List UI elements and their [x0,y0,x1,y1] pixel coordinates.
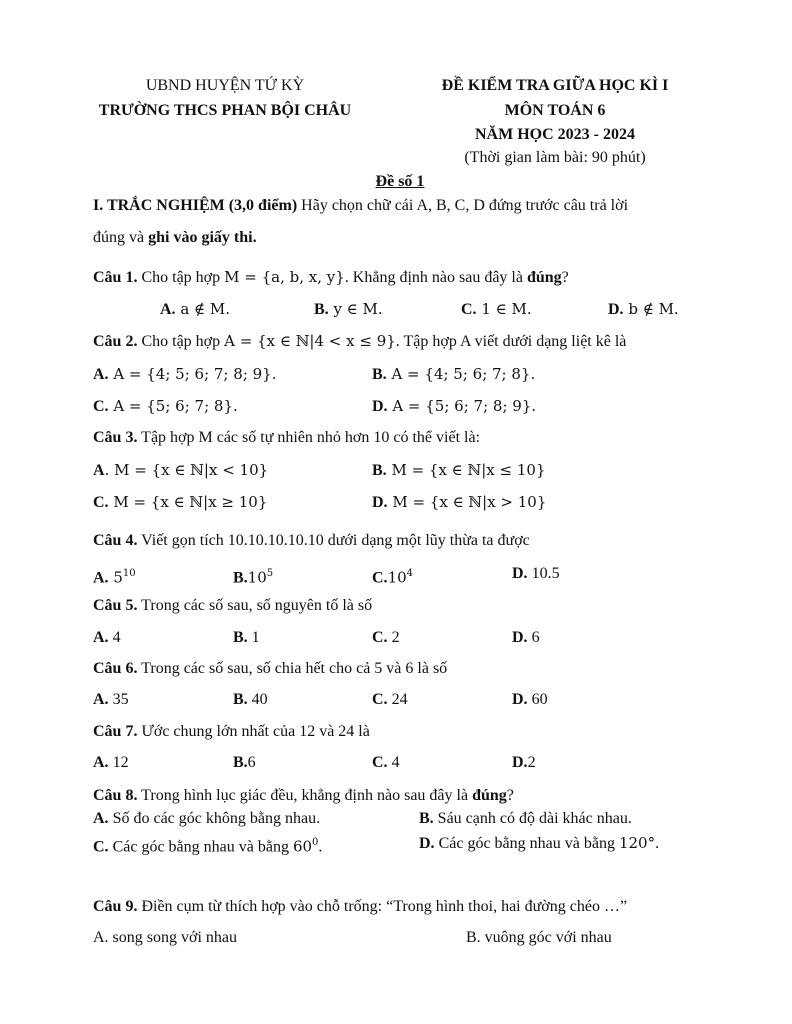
exam-title: ĐỀ KIỂM TRA GIỮA HỌC KÌ I [441,77,669,94]
option-letter: B. [372,462,387,479]
option-letter: A. [93,810,109,827]
option-text: 4 [387,754,400,771]
q5-option-b [233,628,260,648]
option-text: Sáu cạnh có độ dài khác nhau. [433,810,632,827]
question-text: . Khẳng định nào sau đây là [344,269,527,286]
option-letter: D. [512,691,528,708]
q6-option-c [372,690,408,710]
question-text: ? [506,787,514,804]
q8-option-c [93,833,322,857]
option-text: 6 [247,754,256,771]
q3-option-b [372,460,546,481]
question-text: Trong các số sau, số nguyên tố là số [137,597,373,614]
question-label: Câu 1. [93,269,138,286]
emphasis: đúng [472,787,507,804]
exponent: 0 [312,837,319,848]
option-text: 1 [247,629,260,646]
q4-option-c [372,564,413,588]
q1-option-d [608,299,679,320]
option-letter: A. [93,629,109,646]
q8-option-a [93,809,320,829]
option-letter: A. [93,754,109,771]
q1-option-b [314,299,383,320]
option-letter: D. [419,835,435,852]
q9-option-b: B. vuông góc với nhau [466,929,612,946]
option-letter: A. [93,569,109,587]
option-text: 35 [108,691,129,708]
section-title: I. TRẮC NGHIỆM (3,0 điểm) [93,197,298,214]
question-1 [93,267,569,288]
option-text: M = {x ∈ ℕ|x ≥ 10} [108,493,268,511]
option-text: Số đo các góc không bằng nhau. [108,810,321,827]
option-letter: A. [93,366,109,383]
option-text: Các góc bằng nhau và bằng [434,835,619,852]
question-text: Viết gọn tích 10.10.10.10.10 dưới dạng một lũy thừa ta được [137,532,530,549]
question-9 [93,897,627,917]
q4-option-a [93,564,136,588]
exam-duration: (Thời gian làm bài: 90 phút) [464,149,646,166]
option-letter: B. [233,754,248,771]
instruction-emphasis: ghi vào giấy thi. [148,229,257,246]
option-letter: B. [314,301,329,318]
math-expression: A = {x ∈ ℕ|4 < x ≤ 9} [224,332,396,350]
option-letter: C. [93,494,109,511]
option-text: 60 [527,691,548,708]
option-letter: B. [233,629,248,646]
option-letter: B. [233,691,248,708]
option-letter: D. [512,754,528,771]
q8-option-d [419,833,659,854]
option-text: b ∉ M. [623,300,679,318]
option-text: 10 [387,568,407,587]
option-letter: D. [372,494,388,511]
q4-option-d [512,564,560,584]
exam-variant: Đề số 1 [375,173,425,190]
q9-option-a: A. song song với nhau [93,929,238,946]
question-text: Tập hợp M các số tự nhiên nhỏ hơn 10 có thể viết là: [137,429,481,446]
question-text: Cho tập hợp [137,269,225,286]
option-letter: C. [372,629,388,646]
question-label: Câu 2. [93,333,138,350]
q1-option-c [461,299,532,320]
option-letter: C. [461,301,477,318]
instruction-text: đúng và [93,229,149,246]
question-4 [93,531,530,551]
option-text: M = {x ∈ ℕ|x ≤ 10} [386,461,546,479]
option-text: 12 [108,754,129,771]
q2-option-a [93,364,277,385]
option-text: y ∈ M. [328,300,383,318]
option-text: 10.5 [527,565,560,582]
emphasis: đúng [526,269,562,286]
option-text: 2 [387,629,400,646]
option-letter: C. [372,754,388,771]
option-letter: A [93,462,105,479]
question-text: Cho tập hợp [137,333,225,350]
exponent: 4 [406,568,414,579]
q3-option-c [93,492,267,513]
option-text: A = {4; 5; 6; 7; 8}. [386,365,536,383]
q1-option-a [160,299,230,320]
option-letter: C. [372,569,388,587]
option-letter: C. [93,398,109,415]
option-letter: B. [372,366,387,383]
q5-option-a [93,628,121,648]
option-letter: D. [608,301,624,318]
question-2 [93,331,626,352]
exponent: 10 [122,568,136,579]
school-year: NĂM HỌC 2023 - 2024 [475,126,635,143]
question-label: Câu 9. [93,898,138,915]
question-text: Trong hình lục giác đều, khẳng định nào sau đây là [137,787,473,804]
section-heading [93,196,628,216]
question-5 [93,596,372,616]
question-label: Câu 8. [93,787,138,804]
math-expression: M = {a, b, x, y} [224,268,345,286]
option-text: 24 [387,691,408,708]
q4-option-b [233,564,273,588]
question-8 [93,786,514,806]
option-letter: D. [512,629,528,646]
question-label: Câu 3. [93,429,138,446]
q7-option-a [93,753,129,773]
question-label: Câu 5. [93,597,138,614]
question-text: . Tập hợp A viết dưới dạng liệt kê là [395,333,627,350]
option-letter: B. [233,569,248,587]
district-name: UBND HUYỆN TỨ KỲ [145,77,305,94]
q2-option-c [93,396,238,417]
q2-option-b [372,364,535,385]
option-text: A = {5; 6; 7; 8; 9}. [387,397,537,415]
exponent: 5 [266,568,274,579]
question-text: Ước chung lớn nhất của 12 và 24 là [137,723,370,740]
option-text: 6 [527,629,540,646]
option-text: 4 [108,629,121,646]
math-expression: 120° [618,834,656,852]
question-text: Trong các số sau, số chia hết cho cả 5 và 6 là số [137,660,448,677]
option-text: 2 [527,754,536,771]
math-expression: 60 [292,837,313,856]
option-letter: D. [512,565,528,582]
q5-option-c [372,628,400,648]
option-letter: A. [93,691,109,708]
q6-option-b [233,690,268,710]
question-label: Câu 6. [93,660,138,677]
option-letter: D. [372,398,388,415]
question-3 [93,428,480,448]
question-text: ? [561,269,569,286]
option-letter: C. [372,691,388,708]
question-label: Câu 7. [93,723,138,740]
option-text: . [655,835,660,852]
option-text: 40 [247,691,268,708]
question-label: Câu 4. [93,532,138,549]
question-6 [93,659,447,679]
option-text: 5 [108,568,123,587]
option-text: 1 ∈ M. [476,300,532,318]
q3-option-a [93,460,268,481]
q7-option-d [512,753,536,773]
q6-option-d [512,690,548,710]
section-instruction-line2 [93,228,257,248]
question-7 [93,722,370,742]
section-instruction: Hãy chọn chữ cái A, B, C, D đứng trước câu trả lời [297,197,629,214]
option-text: A = {4; 5; 6; 7; 8; 9}. [108,365,277,383]
q3-option-d [372,492,546,513]
q7-option-c [372,753,400,773]
q6-option-a [93,690,129,710]
option-text: A = {5; 6; 7; 8}. [108,397,238,415]
question-text: Điền cụm từ thích hợp vào chỗ trống: “Trong hình thoi, hai đường chéo …” [137,898,628,915]
q8-option-b [419,809,632,829]
option-letter: B. [419,810,434,827]
option-letter: C. [93,838,109,856]
subject: MÔN TOÁN 6 [504,102,606,119]
option-text: . M = {x ∈ ℕ|x < 10} [104,461,269,479]
option-text: 10 [247,568,267,587]
q5-option-d [512,628,540,648]
q2-option-d [372,396,536,417]
q7-option-b [233,753,256,773]
option-text: a ∉ M. [175,300,231,318]
option-text: . [318,838,323,856]
school-name: TRƯỜNG THCS PHAN BỘI CHÂU [98,102,352,119]
option-text: Các góc bằng nhau và bằng [108,838,293,856]
option-text: M = {x ∈ ℕ|x > 10} [387,493,547,511]
option-letter: A. [160,301,176,318]
